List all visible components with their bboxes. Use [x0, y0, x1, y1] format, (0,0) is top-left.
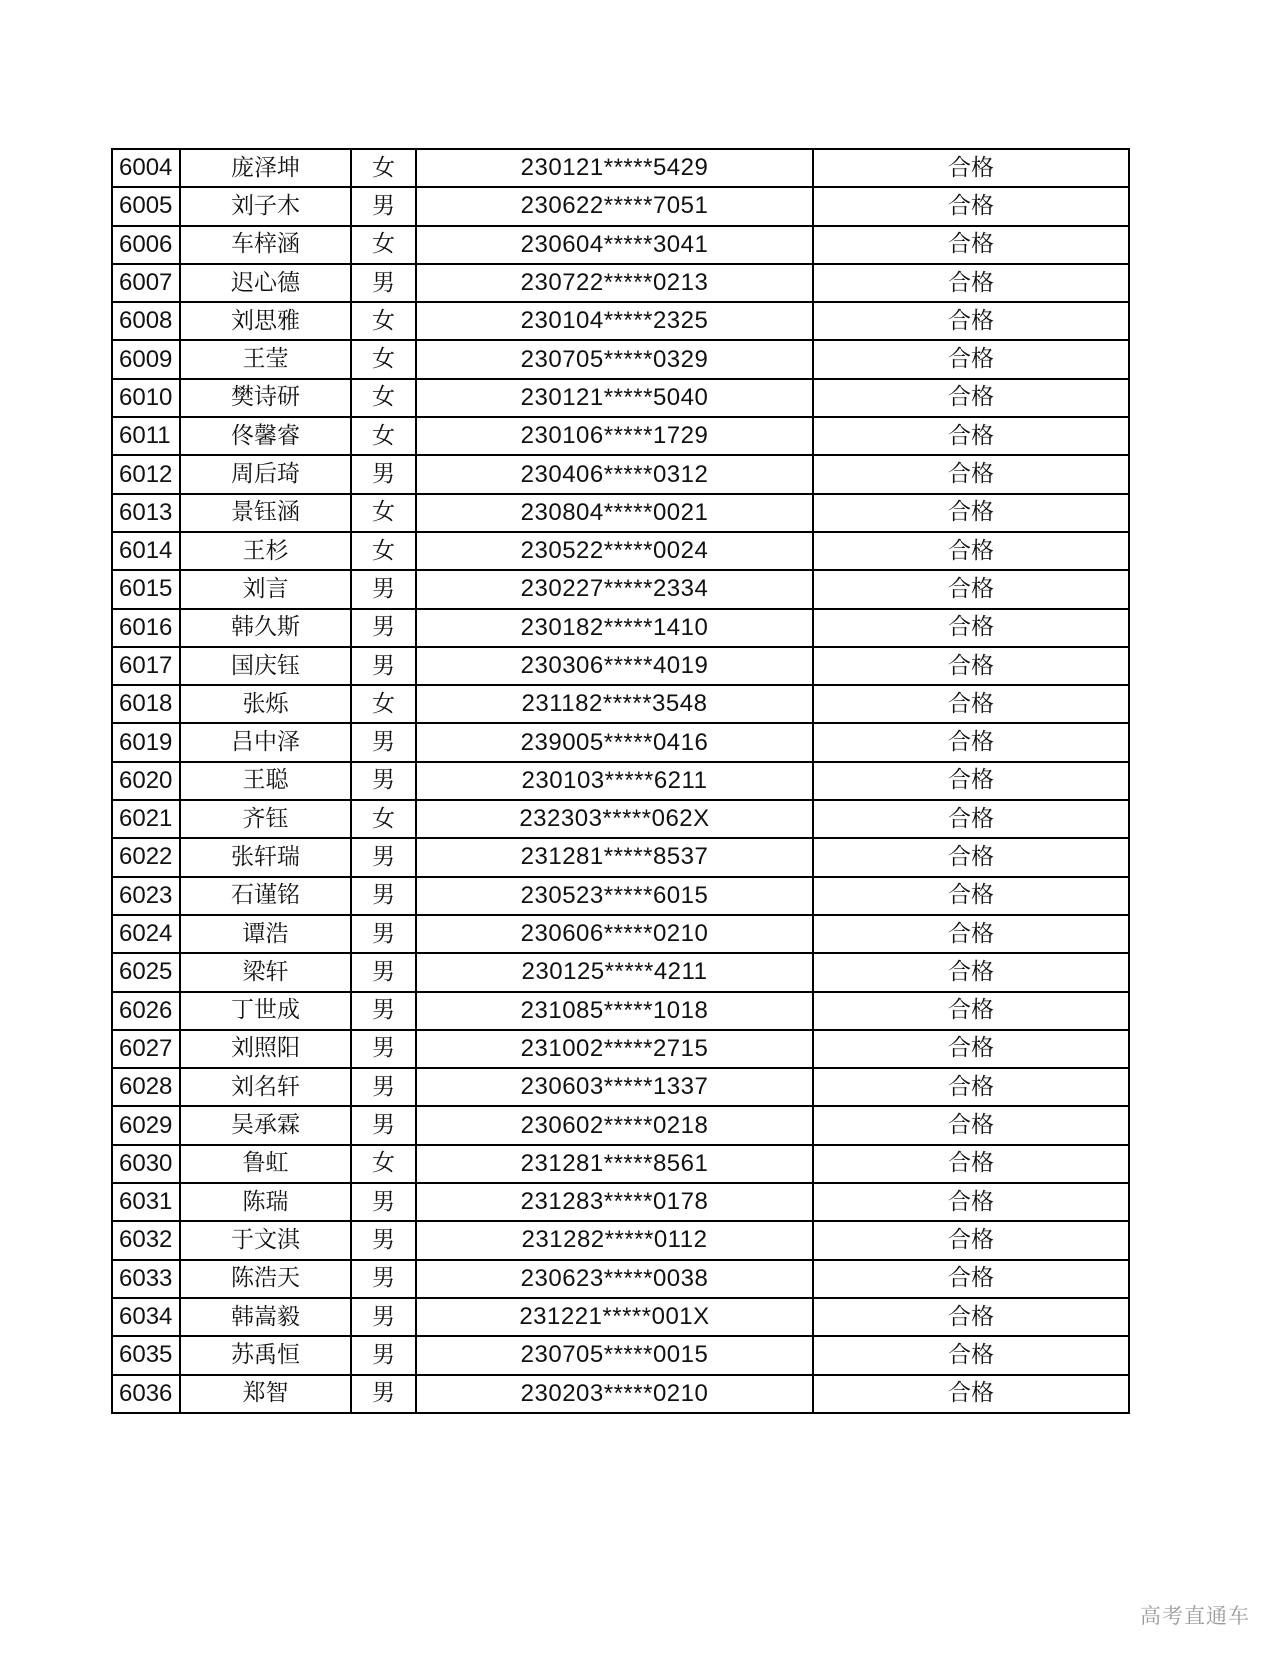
id-number-cell: 230622*****7051 [416, 187, 813, 225]
id-number-cell: 230604*****3041 [416, 226, 813, 264]
status-cell: 合格 [813, 570, 1129, 608]
name-cell: 丁世成 [180, 992, 351, 1030]
gender-cell: 男 [351, 647, 416, 685]
record-id-cell: 6013 [112, 494, 180, 532]
name-cell: 陈瑞 [180, 1183, 351, 1221]
table-row [112, 494, 1129, 532]
gender-cell: 男 [351, 992, 416, 1030]
id-number-cell: 239005*****0416 [416, 723, 813, 761]
id-number-cell: 230125*****4211 [416, 953, 813, 991]
id-number-cell: 230203*****0210 [416, 1375, 813, 1413]
table-row [112, 723, 1129, 761]
table-row [112, 1106, 1129, 1144]
id-number-cell: 231221*****001X [416, 1298, 813, 1336]
record-id-cell: 6034 [112, 1298, 180, 1336]
table-row [112, 915, 1129, 953]
id-number-cell: 230523*****6015 [416, 877, 813, 915]
table-row [112, 264, 1129, 302]
table-row [112, 302, 1129, 340]
table-body [112, 149, 1129, 1413]
status-cell: 合格 [813, 762, 1129, 800]
name-cell: 刘照阳 [180, 1030, 351, 1068]
gender-cell: 女 [351, 379, 416, 417]
id-number-cell: 231182*****3548 [416, 685, 813, 723]
name-cell: 佟馨睿 [180, 417, 351, 455]
status-cell: 合格 [813, 149, 1129, 187]
record-id-cell: 6036 [112, 1375, 180, 1413]
status-cell: 合格 [813, 1106, 1129, 1144]
name-cell: 刘名轩 [180, 1068, 351, 1106]
record-id-cell: 6023 [112, 877, 180, 915]
record-id-cell: 6026 [112, 992, 180, 1030]
table-row [112, 877, 1129, 915]
table-row [112, 1145, 1129, 1183]
name-cell: 王莹 [180, 340, 351, 378]
record-id-cell: 6006 [112, 226, 180, 264]
gender-cell: 女 [351, 1145, 416, 1183]
status-cell: 合格 [813, 838, 1129, 876]
record-id-cell: 6027 [112, 1030, 180, 1068]
status-cell: 合格 [813, 1298, 1129, 1336]
record-id-cell: 6022 [112, 838, 180, 876]
gender-cell: 男 [351, 953, 416, 991]
status-cell: 合格 [813, 1068, 1129, 1106]
gender-cell: 男 [351, 1030, 416, 1068]
id-number-cell: 230705*****0015 [416, 1336, 813, 1374]
gender-cell: 男 [351, 1336, 416, 1374]
id-number-cell: 230306*****4019 [416, 647, 813, 685]
record-id-cell: 6004 [112, 149, 180, 187]
gender-cell: 女 [351, 149, 416, 187]
table-row [112, 455, 1129, 493]
gender-cell: 男 [351, 1298, 416, 1336]
record-id-cell: 6021 [112, 800, 180, 838]
record-id-cell: 6007 [112, 264, 180, 302]
table-row [112, 647, 1129, 685]
record-id-cell: 6019 [112, 723, 180, 761]
gender-cell: 男 [351, 877, 416, 915]
table-row [112, 1336, 1129, 1374]
name-cell: 吴承霖 [180, 1106, 351, 1144]
table-row [112, 570, 1129, 608]
record-id-cell: 6025 [112, 953, 180, 991]
status-cell: 合格 [813, 302, 1129, 340]
id-number-cell: 232303*****062X [416, 800, 813, 838]
record-id-cell: 6009 [112, 340, 180, 378]
id-number-cell: 231085*****1018 [416, 992, 813, 1030]
status-cell: 合格 [813, 494, 1129, 532]
status-cell: 合格 [813, 877, 1129, 915]
gender-cell: 女 [351, 302, 416, 340]
status-cell: 合格 [813, 1336, 1129, 1374]
id-number-cell: 231281*****8561 [416, 1145, 813, 1183]
id-number-cell: 230406*****0312 [416, 455, 813, 493]
record-id-cell: 6005 [112, 187, 180, 225]
table-row [112, 762, 1129, 800]
name-cell: 于文淇 [180, 1221, 351, 1259]
gender-cell: 男 [351, 1106, 416, 1144]
gender-cell: 女 [351, 685, 416, 723]
table-row [112, 379, 1129, 417]
status-cell: 合格 [813, 1375, 1129, 1413]
gender-cell: 女 [351, 532, 416, 570]
record-id-cell: 6024 [112, 915, 180, 953]
id-number-cell: 230606*****0210 [416, 915, 813, 953]
gender-cell: 女 [351, 417, 416, 455]
status-cell: 合格 [813, 1183, 1129, 1221]
table-row [112, 1030, 1129, 1068]
id-number-cell: 230121*****5040 [416, 379, 813, 417]
table-row [112, 1298, 1129, 1336]
status-cell: 合格 [813, 1145, 1129, 1183]
status-cell: 合格 [813, 187, 1129, 225]
id-number-cell: 230804*****0021 [416, 494, 813, 532]
name-cell: 石谨铭 [180, 877, 351, 915]
table-row [112, 838, 1129, 876]
status-cell: 合格 [813, 532, 1129, 570]
id-number-cell: 230227*****2334 [416, 570, 813, 608]
gender-cell: 男 [351, 838, 416, 876]
name-cell: 周后琦 [180, 455, 351, 493]
record-id-cell: 6010 [112, 379, 180, 417]
status-cell: 合格 [813, 1221, 1129, 1259]
gender-cell: 男 [351, 455, 416, 493]
record-id-cell: 6012 [112, 455, 180, 493]
id-number-cell: 230104*****2325 [416, 302, 813, 340]
name-cell: 韩久斯 [180, 609, 351, 647]
record-id-cell: 6030 [112, 1145, 180, 1183]
id-number-cell: 230121*****5429 [416, 149, 813, 187]
record-id-cell: 6008 [112, 302, 180, 340]
name-cell: 王聪 [180, 762, 351, 800]
record-id-cell: 6011 [112, 417, 180, 455]
name-cell: 庞泽坤 [180, 149, 351, 187]
table-row [112, 417, 1129, 455]
gender-cell: 男 [351, 1375, 416, 1413]
gender-cell: 男 [351, 762, 416, 800]
name-cell: 车梓涵 [180, 226, 351, 264]
name-cell: 刘子木 [180, 187, 351, 225]
record-id-cell: 6035 [112, 1336, 180, 1374]
id-number-cell: 230603*****1337 [416, 1068, 813, 1106]
status-cell: 合格 [813, 685, 1129, 723]
table-row [112, 609, 1129, 647]
name-cell: 韩嵩毅 [180, 1298, 351, 1336]
table-row [112, 685, 1129, 723]
record-id-cell: 6014 [112, 532, 180, 570]
status-cell: 合格 [813, 455, 1129, 493]
name-cell: 陈浩天 [180, 1260, 351, 1298]
table-row [112, 1183, 1129, 1221]
table-row [112, 992, 1129, 1030]
status-cell: 合格 [813, 1260, 1129, 1298]
name-cell: 鲁虹 [180, 1145, 351, 1183]
id-number-cell: 230103*****6211 [416, 762, 813, 800]
gender-cell: 男 [351, 187, 416, 225]
record-id-cell: 6033 [112, 1260, 180, 1298]
gender-cell: 男 [351, 264, 416, 302]
status-cell: 合格 [813, 992, 1129, 1030]
record-id-cell: 6028 [112, 1068, 180, 1106]
name-cell: 刘思雅 [180, 302, 351, 340]
id-number-cell: 231281*****8537 [416, 838, 813, 876]
name-cell: 张烁 [180, 685, 351, 723]
id-number-cell: 230106*****1729 [416, 417, 813, 455]
status-cell: 合格 [813, 226, 1129, 264]
gender-cell: 男 [351, 915, 416, 953]
table-row [112, 1068, 1129, 1106]
table-row [112, 953, 1129, 991]
watermark-text: 高考直通车 [1140, 1604, 1250, 1628]
table-row [112, 149, 1129, 187]
status-cell: 合格 [813, 723, 1129, 761]
name-cell: 刘言 [180, 570, 351, 608]
table-row [112, 226, 1129, 264]
table-row [112, 800, 1129, 838]
record-id-cell: 6018 [112, 685, 180, 723]
table-row [112, 1375, 1129, 1413]
name-cell: 迟心德 [180, 264, 351, 302]
record-id-cell: 6032 [112, 1221, 180, 1259]
id-number-cell: 231282*****0112 [416, 1221, 813, 1259]
name-cell: 吕中泽 [180, 723, 351, 761]
gender-cell: 女 [351, 226, 416, 264]
status-cell: 合格 [813, 800, 1129, 838]
gender-cell: 男 [351, 1221, 416, 1259]
name-cell: 梁轩 [180, 953, 351, 991]
id-number-cell: 230623*****0038 [416, 1260, 813, 1298]
status-cell: 合格 [813, 379, 1129, 417]
gender-cell: 男 [351, 1183, 416, 1221]
record-id-cell: 6016 [112, 609, 180, 647]
name-cell: 樊诗研 [180, 379, 351, 417]
name-cell: 齐钰 [180, 800, 351, 838]
record-id-cell: 6017 [112, 647, 180, 685]
id-number-cell: 230602*****0218 [416, 1106, 813, 1144]
gender-cell: 男 [351, 1068, 416, 1106]
id-number-cell: 230705*****0329 [416, 340, 813, 378]
name-cell: 景钰涵 [180, 494, 351, 532]
gender-cell: 女 [351, 340, 416, 378]
status-cell: 合格 [813, 264, 1129, 302]
name-cell: 苏禹恒 [180, 1336, 351, 1374]
id-number-cell: 230182*****1410 [416, 609, 813, 647]
record-id-cell: 6015 [112, 570, 180, 608]
gender-cell: 女 [351, 800, 416, 838]
record-id-cell: 6031 [112, 1183, 180, 1221]
table-row [112, 532, 1129, 570]
id-number-cell: 230522*****0024 [416, 532, 813, 570]
record-id-cell: 6029 [112, 1106, 180, 1144]
results-table [111, 148, 1130, 1414]
status-cell: 合格 [813, 340, 1129, 378]
name-cell: 张轩瑞 [180, 838, 351, 876]
table-row [112, 340, 1129, 378]
name-cell: 国庆钰 [180, 647, 351, 685]
gender-cell: 男 [351, 723, 416, 761]
name-cell: 王杉 [180, 532, 351, 570]
table-row [112, 1221, 1129, 1259]
table-row [112, 1260, 1129, 1298]
status-cell: 合格 [813, 647, 1129, 685]
record-id-cell: 6020 [112, 762, 180, 800]
id-number-cell: 231002*****2715 [416, 1030, 813, 1068]
id-number-cell: 231283*****0178 [416, 1183, 813, 1221]
status-cell: 合格 [813, 1030, 1129, 1068]
status-cell: 合格 [813, 953, 1129, 991]
status-cell: 合格 [813, 417, 1129, 455]
gender-cell: 男 [351, 609, 416, 647]
name-cell: 郑智 [180, 1375, 351, 1413]
status-cell: 合格 [813, 915, 1129, 953]
table-row [112, 187, 1129, 225]
id-number-cell: 230722*****0213 [416, 264, 813, 302]
gender-cell: 男 [351, 570, 416, 608]
name-cell: 谭浩 [180, 915, 351, 953]
gender-cell: 女 [351, 494, 416, 532]
gender-cell: 男 [351, 1260, 416, 1298]
status-cell: 合格 [813, 609, 1129, 647]
